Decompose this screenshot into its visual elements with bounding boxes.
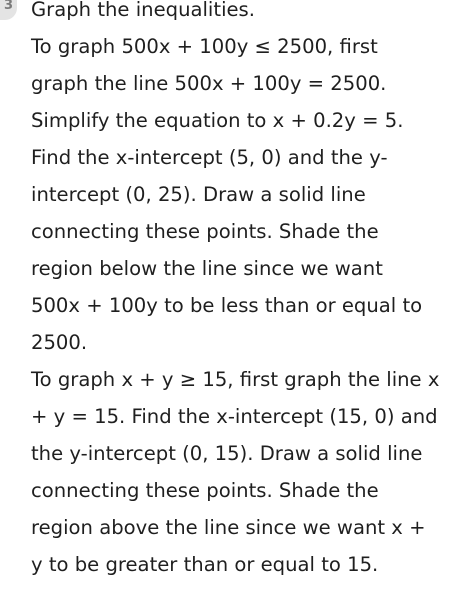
step-number-badge: 3 <box>0 0 17 20</box>
text-line: Simplify the equation to x + 0.2y = 5. <box>31 109 404 132</box>
text-line: region below the line since we want <box>31 257 383 280</box>
text-line: connecting these points. Shade the <box>31 220 379 243</box>
text-line: region above the line since we want x + <box>31 516 426 539</box>
text-line: + y = 15. Find the x-intercept (15, 0) and <box>31 405 438 428</box>
text-line: the y-intercept (0, 15). Draw a solid line <box>31 442 423 465</box>
text-line: To graph 500x + 100y ≤ 2500, first <box>31 35 378 58</box>
text-line: graph the line 500x + 100y = 2500. <box>31 72 387 95</box>
text-line: intercept (0, 25). Draw a solid line <box>31 183 366 206</box>
text-line: 500x + 100y to be less than or equal to <box>31 294 423 317</box>
text-line: To graph x + y ≥ 15, first graph the line x <box>31 368 440 391</box>
text-line: 2500. <box>31 331 88 354</box>
text-line: Find the x-intercept (5, 0) and the y- <box>31 146 388 169</box>
solution-text <box>31 0 461 583</box>
text-line-title: Graph the inequalities. <box>31 0 255 21</box>
text-line: y to be greater than or equal to 15. <box>31 553 379 576</box>
text-line: connecting these points. Shade the <box>31 479 379 502</box>
